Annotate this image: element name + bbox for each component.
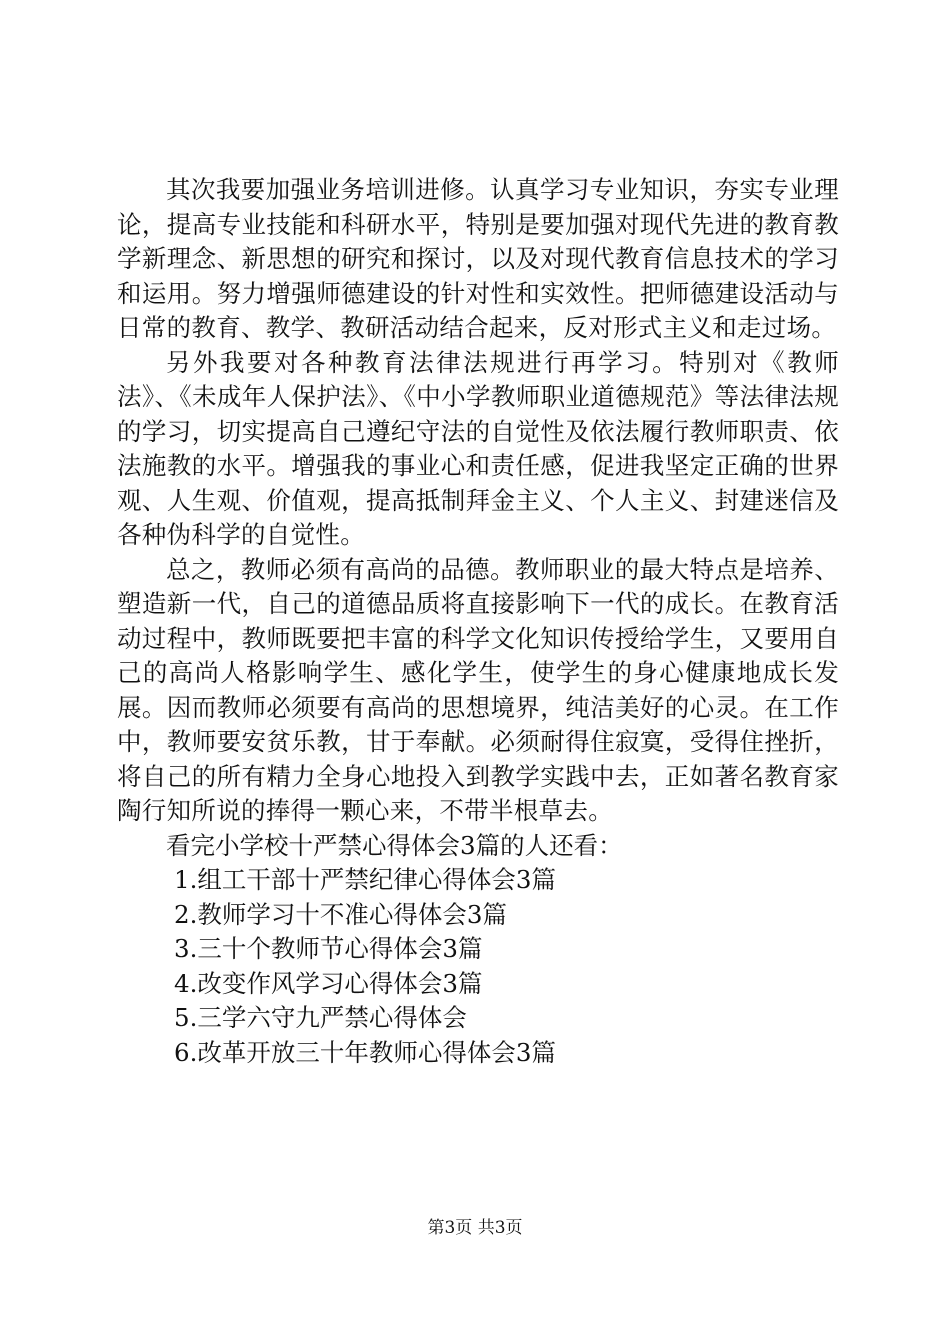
related-articles-list [117,863,839,1070]
related-article-link[interactable]: 2.教师学习十不准心得体会3篇 [174,899,507,929]
related-article-link[interactable]: 5.三学六守九严禁心得体会 [174,1003,467,1032]
related-article-link[interactable]: 4.改变作风学习心得体会3篇 [174,968,483,998]
related-articles-heading: 看完小学校十严禁心得体会3篇的人还看： [166,830,623,860]
related-article-link[interactable]: 3.三十个教师节心得体会3篇 [174,934,483,963]
paragraph: 总之，教师必须有高尚的品德。教师职业的最大特点是培养、塑造新一代，自己的道德品质将直接影响下一代的成长。在教育活动过程中，教师既要把丰富的科学文化知识传授给学生，又要用自己的高尚人格影响学生、感化学生，使学生的身心健康地成长发展。因而教师必须要有高尚的思想境界，纯洁美好的心灵。在工作中，教师要安贫乐教，甘于奉献。必须耐得住寂寞，受得住挫折，将自己的所有精力全身心地投入到教学实践中去，正如著名教育家陶行知所说的捧得一颗心来，不带半根草去。 [117,554,839,825]
document-body [117,173,839,1070]
page-number-footer: 第3页 共3页 [427,1218,523,1238]
paragraph: 另外我要对各种教育法律法规进行再学习。特别对《教师法》、《未成年人保护法》、《中小学教师职业道德规范》等法律法规的学习，切实提高自己遵纪守法的自觉性及依法履行教师职责、依法施教的水平。增强我的事业心和责任感，促进我坚定正确的世界观、人生观、价值观，提高抵制拜金主义、个人主义、封建迷信及各种伪科学的自觉性。 [117,347,839,549]
related-article-link[interactable]: 1.组工干部十严禁纪律心得体会3篇 [174,865,556,894]
related-article-link[interactable]: 6.改革开放三十年教师心得体会3篇 [174,1037,556,1067]
paragraph: 其次我要加强业务培训进修。认真学习专业知识，夯实专业理论，提高专业技能和科研水平，特别是要加强对现代先进的教育教学新理念、新思想的研究和探讨，以及对现代教育信息技术的学习和运用。努力增强师德建设的针对性和实效性。把师德建设活动与日常的教育、教学、教研活动结合起来，反对形式主义和走过场。 [117,175,839,342]
